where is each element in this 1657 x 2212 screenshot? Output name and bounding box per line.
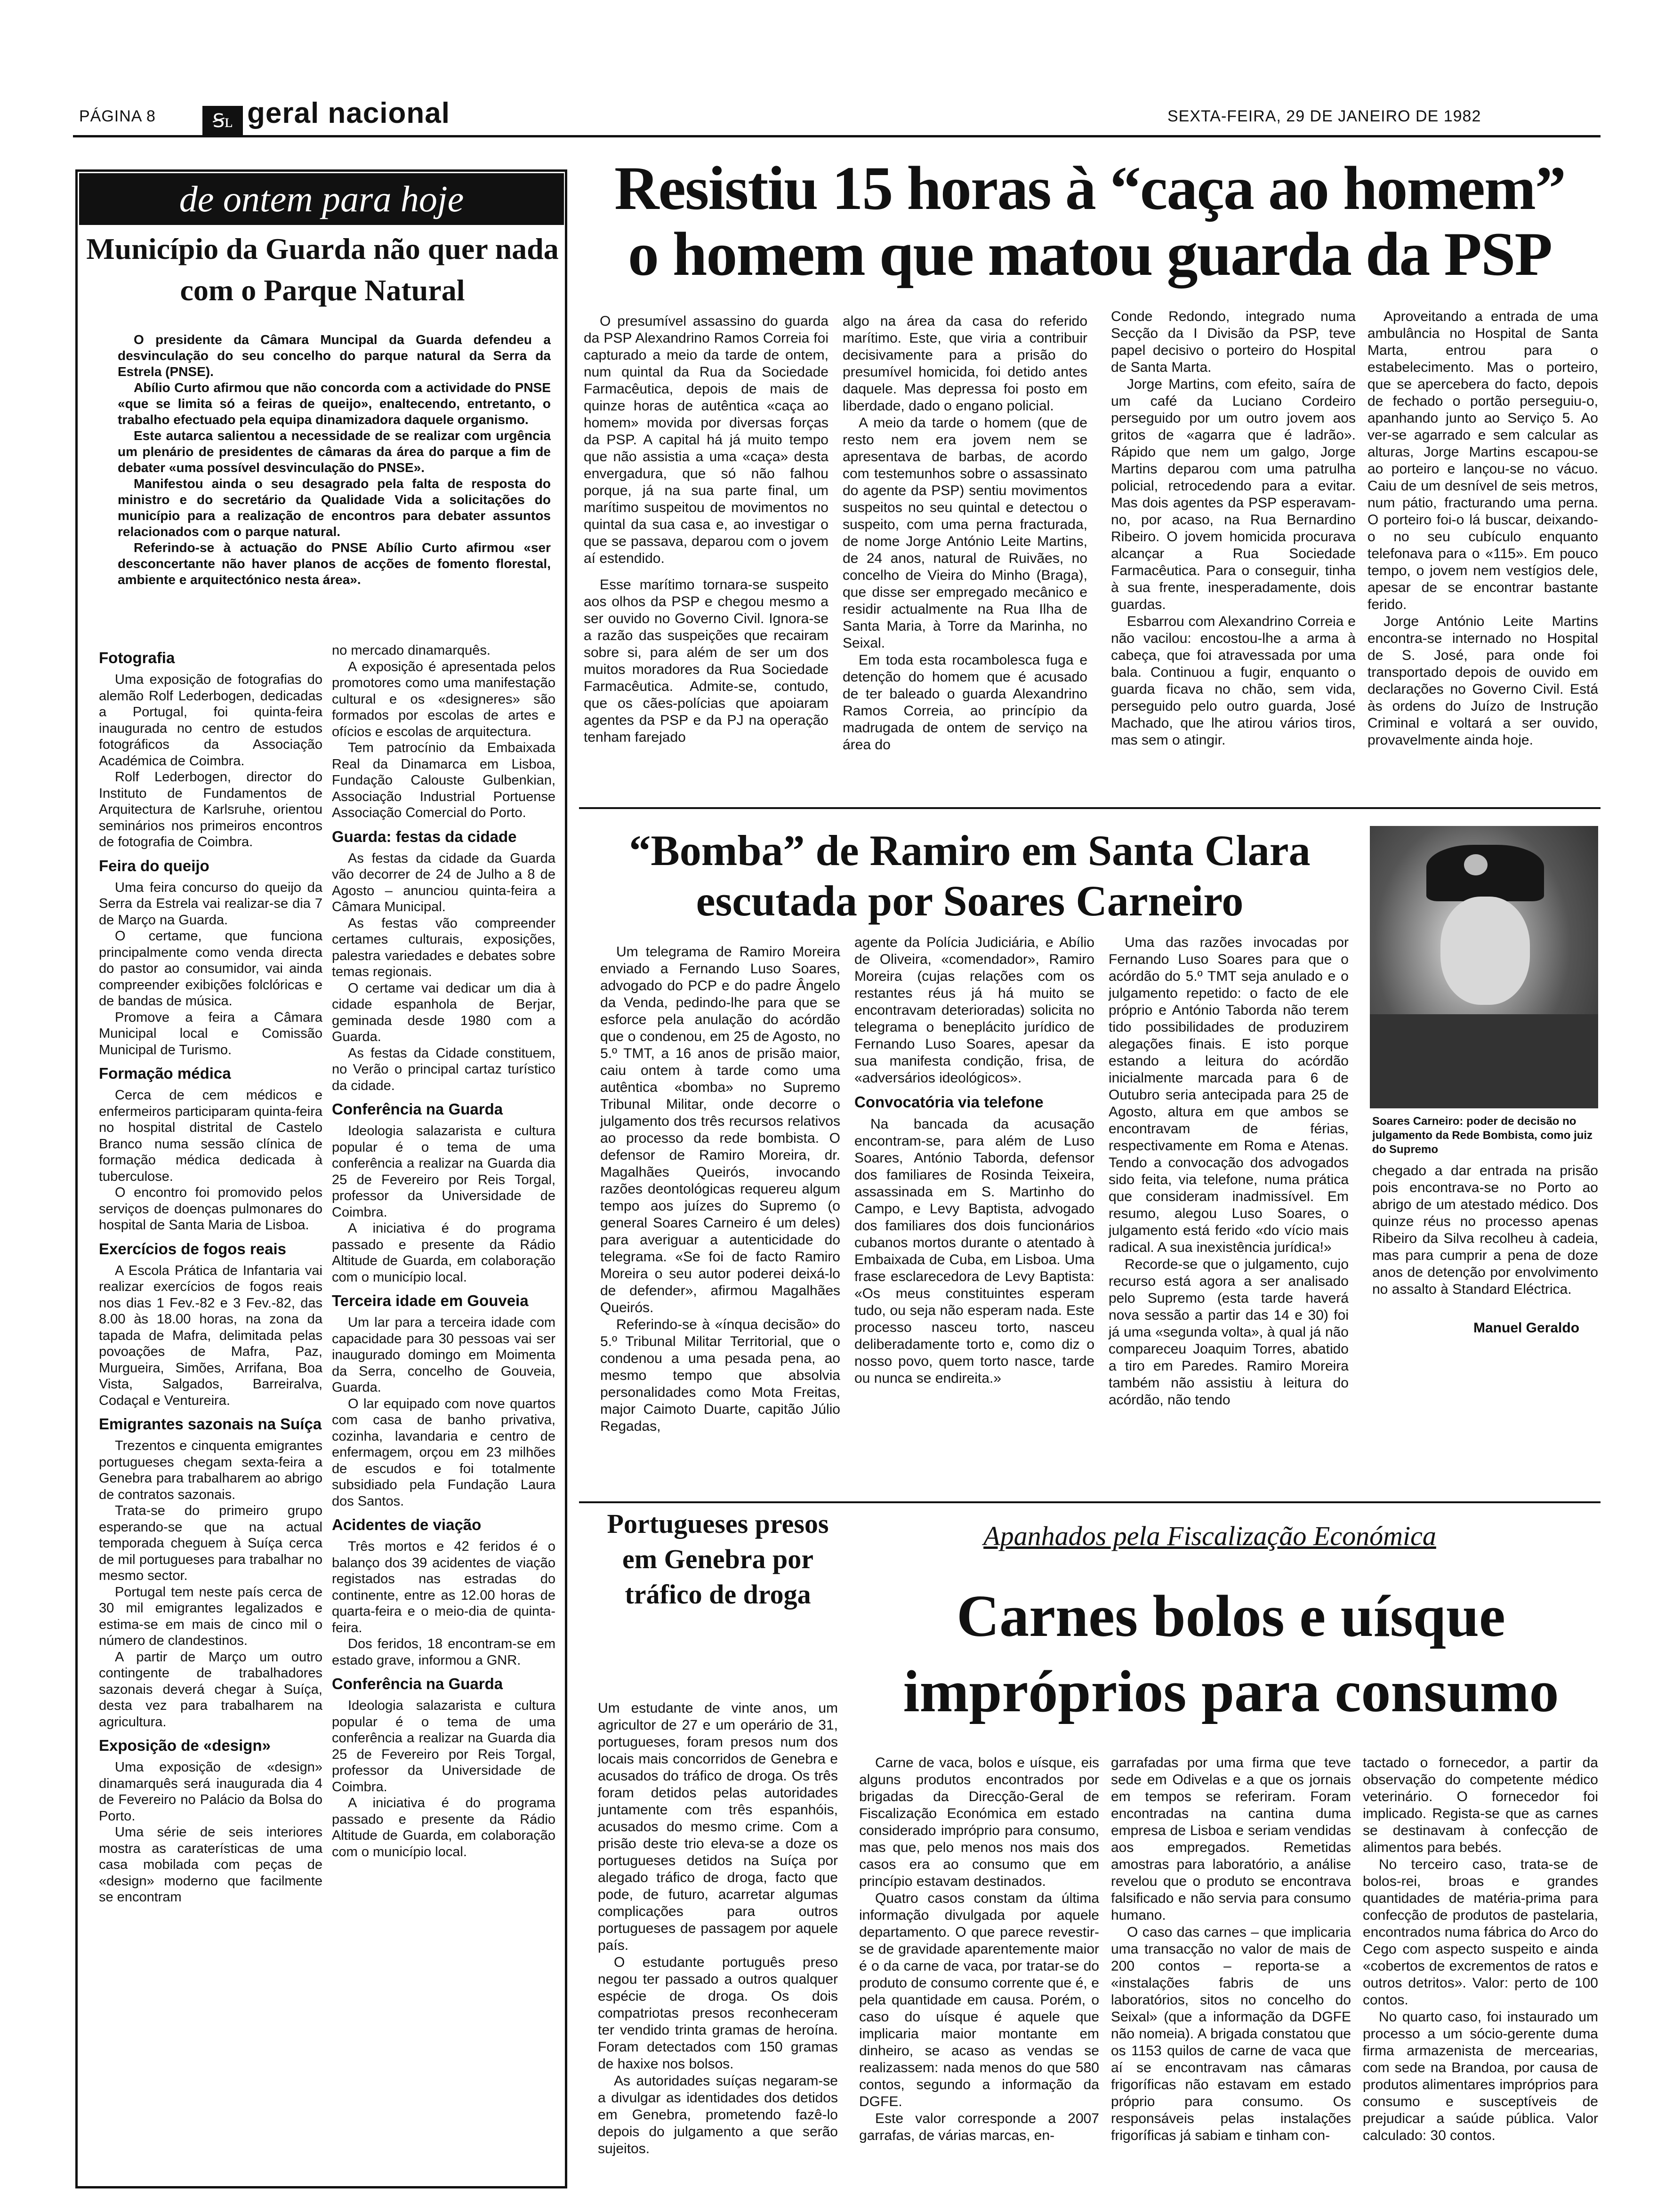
- box-title: Município da Guarda não quer nada com o Parque Natural: [86, 232, 559, 307]
- paragraph: O certame, que funciona principalmente como venda directa do pastor ao consumidor, vai ainda compreender exibições folclóricas e de bandas de música.: [99, 929, 322, 1009]
- paragraph: A exposição é apresentada pelos promotores como uma manifestação cultural e os «designeres» são formados por escolas de artes e ofícios e escolas de arquitectura.: [332, 659, 555, 739]
- box-column-1: [99, 642, 322, 1906]
- genebra-body: [598, 1700, 838, 2157]
- paragraph: No quarto caso, foi instaurado um processo a um sócio-gerente duma firma armazenista de mercearias, com sede na Brandoa, por causa de produtos alimentares impróprios para consumo e susceptíveis de prejudicar a saúde pública. Valor calculado: 30 contos.: [1363, 2009, 1598, 2143]
- paragraph: Rolf Lederbogen, director do Instituto de Fundamentos de Arquitectura de Karlsruhe, orientou seminários nos primeiros encontros de fotografia de Coimbra.: [99, 769, 322, 850]
- paragraph: Jorge António Leite Martins encontra-se internado no Hospital de S. José, para onde foi transportado depois de ouvido em declarações no Governo Civil. Está às ordens do Juízo de Instrução Criminal e voltará a ser ouvido, provavelmente ainda hoje.: [1367, 614, 1598, 748]
- paragraph: agente da Polícia Judiciária, e Abílio de Oliveira, «comendador», Ramiro Moreira (cujas relações com os restantes réus já há muito se encontravam deterioradas) solicita no telegrama o beneplácito jurídico de Fernando Luso Soares, apesar da sua manifesta condição, frisa, de «adversários ideológicos».: [854, 935, 1094, 1086]
- paragraph: Este autarca salientou a necessidade de se realizar com urgência um plenário de presidentes de câmaras da área do parque a fim de debater «uma possível desvinculação do PNSE».: [118, 428, 551, 475]
- paragraph: Promove a feira a Câmara Municipal local e Comissão Municipal de Turismo.: [99, 1010, 322, 1058]
- paragraph: As autoridades suíças negaram-se a divulgar as identidades dos detidos em Genebra, prometendo fazê-lo depois do julgamento a que serão sujeitos.: [598, 2073, 838, 2156]
- paragraph: Conde Redondo, integrado numa Secção da I Divisão da PSP, teve papel decisivo o porteiro do Hospital de Santa Marta.: [1111, 309, 1356, 375]
- bomba-headline-line-1: “Bomba” de Ramiro em Santa Clara: [629, 826, 1311, 874]
- paragraph: Esbarrou com Alexandrino Correia e não vacilou: encostou-lhe a arma à cabeça, que foi atravessada por uma bala. Continuou a fugir, enquanto o guarda ficava no chão, sem vida, perseguido pelo outro guarda, José Machado, que lhe atirou vários tiros, mas sem o atingir.: [1111, 614, 1356, 748]
- newspaper-logo: Ꞩʟ: [202, 106, 243, 136]
- cap-badge: [1464, 854, 1488, 875]
- bomba-column-3: [1109, 934, 1349, 1409]
- paragraph: As festas da Cidade constituem, no Verão o principal cartaz turístico da cidade.: [332, 1045, 555, 1093]
- paragraph: O encontro foi promovido pelos serviços de doenças pulmonares do hospital de Santa Maria de Lisboa.: [99, 1185, 322, 1233]
- box-column-2: [332, 642, 555, 1860]
- paragraph: Um estudante de vinte anos, um agricultor de 27 e um operário de 31, portugueses, foram presos num dos locais mais concorridos de Genebra e acusados do tráfico de droga. Os três foram detidos pelas autoridades juntamente com três espanhóis, acusados do mesmo crime. Com a prisão deste trio eleva-se a doze os portugueses detidos na Suíça por alegado tráfico de droga, facto que pode, de futuro, acarretar algumas complicações para outros portugueses de passagem por aquele país.: [598, 1700, 838, 1953]
- paragraph: O presidente da Câmara Muncipal da Guarda defendeu a desvinculação do seu concelho do parque natural da Serra da Estrela (PNSE).: [118, 332, 551, 379]
- paragraph: Tem patrocínio da Embaixada Real da Dinamarca em Lisboa, Fundação Calouste Gulbenkian, Associação Industrial Portuense Associação Comercial do Porto.: [332, 740, 555, 820]
- subheading: Conferência na Guarda: [332, 1100, 503, 1118]
- paragraph: Recorde-se que o julgamento, cujo recurso está agora a ser analisado pelo Supremo (esta tarde haverá nova sessão a partir das 14 e 30) foi já uma «segunda volta», à qual já não compareceu Joaquim Torres, abatido a tiro em Paredes. Ramiro Moreira também não assistiu à leitura do acórdão, não tendo: [1109, 1257, 1349, 1408]
- paragraph: Este valor corresponde a 2007 garrafas, de várias marcas, en-: [859, 2111, 1099, 2143]
- paragraph: Manifestou ainda o seu desagrado pela falta de resposta do ministro e do secretário da Qualidade Vida a solicitações do município para a realização de encontros para debater assuntos relacionados com o parque natural.: [118, 476, 551, 539]
- main-story-column-1: [584, 313, 828, 746]
- box-lead: [118, 332, 551, 588]
- photo-caption: Soares Carneiro: poder de decisão no julgamento da Rede Bombista, como juiz do Supremo: [1372, 1115, 1593, 1156]
- carnes-column-3: [1363, 1755, 1598, 2144]
- subheading: Emigrantes sazonais na Suíça: [99, 1415, 322, 1433]
- bomba-column-1: [600, 944, 840, 1435]
- paragraph: Uma exposição de «design» dinamarquês será inaugurada dia 4 de Fevereiro no Palácio da Bolsa do Porto.: [99, 1760, 322, 1824]
- paragraph: Aproveitando a entrada de uma ambulância no Hospital de Santa Marta, entrou para o estabelecimento. Mas o porteiro, que se apercebera do facto, depois de fechado o portão perseguiu-o, apanhando junto ao Serviço 5. Ao ver-se agarrado e sem calcular as alturas, Jorge Martins escapou-se ao porteiro e lançou-se no vácuo. Caiu de um desnível de seis metros, num pátio, fracturando uma perna. O porteiro foi-o lá buscar, deixando-o no seu cubículo enquanto telefonava para o «115». Em pouco tempo, o jovem nem vestígios dele, apesar de se encontrar bastante ferido.: [1367, 309, 1598, 612]
- subheading: Terceira idade em Gouveia: [332, 1292, 529, 1309]
- section-name: geral nacional: [247, 97, 450, 129]
- carnes-headline-line-1: Carnes bolos e uísque: [957, 1584, 1505, 1649]
- paragraph: Uma feira concurso do queijo da Serra da Estrela vai realizar-se dia 7 de Março na Guarda.: [99, 880, 322, 928]
- paragraph: Referindo-se à actuação do PNSE Abílio Curto afirmou «ser desconcertante não haver planos de acções de fomento florestal, ambiente e arquitectónico nesta área».: [118, 540, 551, 587]
- subheading: Exposição de «design»: [99, 1737, 271, 1754]
- face-shape: [1440, 897, 1530, 1005]
- subheading: Formação médica: [99, 1065, 231, 1082]
- paragraph: Uma exposição de fotografias do alemão Rolf Lederbogen, dedicadas a Portugal, foi quinta-feira inaugurada no centro de estudos fotográficos da Associação Académica de Coimbra.: [99, 672, 322, 769]
- paragraph: chegado a dar entrada na prisão pois encontrava-se no Porto ao abrigo de um atestado médico. Dos quinze réus no processo apenas Ribeiro da Silva recolheu à cadeia, mas para cumprir a pena de doze anos de detenção por envolvimento no assalto à Standard Eléctrica.: [1372, 1163, 1598, 1297]
- main-story-column-3: [1111, 308, 1356, 749]
- main-story-column-4: [1367, 308, 1598, 749]
- carnes-headline-line-2: impróprios para consumo: [903, 1659, 1559, 1724]
- main-headline-line-1: Resistiu 15 horas à “caça ao homem”: [614, 153, 1565, 223]
- box-banner: de ontem para hoje: [79, 173, 564, 225]
- paragraph: no mercado dinamarquês.: [332, 643, 491, 658]
- paragraph: Ideologia salazarista e cultura popular é o tema de uma conferência a realizar na Guarda dia 25 de Fevereiro por Reis Torgal, professor da Universidade de Coimbra.: [332, 1123, 555, 1220]
- story-divider: [579, 807, 1601, 809]
- paragraph: Trezentos e cinquenta emigrantes portugueses chegam sexta-feira a Genebra para trabalharem ao abrigo de contratos sazonais.: [99, 1438, 322, 1502]
- story-divider: [579, 1501, 1601, 1503]
- main-headline-line-2: o homem que matou guarda da PSP: [627, 219, 1552, 289]
- paragraph: Quatro casos constam da última informação divulgada por aquele departamento. O que parece revestir-se de gravidade aparentemente maior é o da carne de vaca, por tratar-se do produto de consumo corrente que é, e pela quantidade em causa. Porém, o caso do uísque é aquele que implicaria maior montante em dinheiro, se acaso as vendas se realizassem: nada menos do que 580 contos, segundo a informação da DGFE.: [859, 1891, 1099, 2109]
- genebra-headline: Portugueses presos em Genebra por tráfico de droga: [607, 1508, 829, 1610]
- paragraph: Carne de vaca, bolos e uísque, eis alguns produtos encontrados por brigadas da Direcção-Geral de Fiscalização Económica em estado considerado impróprio para consumo, mas que, pelo menos nos mais dos casos era ao consumo que em princípio estavam destinados.: [859, 1755, 1099, 1889]
- uniform-shape: [1370, 1014, 1598, 1108]
- paragraph: As festas da cidade da Guarda vão decorrer de 24 de Julho a 8 de Agosto – anunciou quinta-feira a Câmara Municipal.: [332, 850, 555, 914]
- subheading: Guarda: festas da cidade: [332, 827, 517, 845]
- subheading: Feira do queijo: [99, 857, 209, 874]
- main-story-column-2: [843, 313, 1087, 753]
- paragraph: As festas vão compreender certames culturais, exposições, palestra variedades e debates sobre temas regionais.: [332, 915, 555, 979]
- paragraph: Referindo-se à «ínqua decisão» do 5.º Tribunal Militar Territorial, que o condenou a uma pesada pena, ao mesmo tempo que absolvia personalidades como Mota Freitas, major Caimoto Duarte, capitão Júlio Regadas,: [600, 1317, 840, 1434]
- paragraph: A Escola Prática de Infantaria vai realizar exercícios de fogos reais nos dias 1 Fev.-82 e 3 Fev.-82, das 8.00 às 18.00 horas, na zona da tapada de Mafra, delimitada pelas povoações de Mafra, Paz, Murgueira, Simões, Arrifana, Boa Vista, Salgados, Barreiralva, Codaçal e Ventureira.: [99, 1263, 322, 1408]
- paragraph: O estudante português preso negou ter passado a outros qualquer espécie de droga. Os dois compatriotas presos reconheceram ter vendido trinta gramas de heroína. Foram detectados com 150 gramas de haxixe nos bolsos.: [598, 1955, 838, 2072]
- paragraph: Dos feridos, 18 encontram-se em estado grave, informou a GNR.: [332, 1636, 555, 1668]
- paragraph: Um lar para a terceira idade com capacidade para 30 pessoas vai ser inaugurado domingo em Moimenta da Serra, concelho de Gouveia, Guarda.: [332, 1315, 555, 1395]
- subheading: Fotografia: [99, 649, 175, 666]
- paragraph: Ideologia salazarista e cultura popular é o tema de uma conferência a realizar na Guarda dia 25 de Fevereiro por Reis Torgal, professor da Universidade de Coimbra.: [332, 1698, 555, 1795]
- paragraph: A partir de Março um outro contingente de trabalhadores sazonais deverá chegar à Suíça, desta vez para trabalharem na agricultura.: [99, 1649, 322, 1730]
- paragraph: Portugal tem neste país cerca de 30 mil emigrantes legalizados e estima-se em mais de cinco mil o número de clandestinos.: [99, 1584, 322, 1648]
- paragraph: O presumível assassino do guarda da PSP Alexandrino Ramos Correia foi capturado a meio da tarde de ontem, num quintal da Rua da Sociedade Farmacêutica, depois de mais de quinze horas de autêntica «caça ao homem» movida por diversas forças da PSP. A capital há já muito tempo que não assistia a uma «caça» desta envergadura, que só não falhou porque, já na sua parte final, um marítimo suspeitou de movimentos no quintal da sua casa e, ao investigar o que se passava, deparou com o jovem aí estendido.: [584, 313, 828, 566]
- paragraph: Um telegrama de Ramiro Moreira enviado a Fernando Luso Soares, advogado do PCP e do padre Ângelo da Venda, pedindo-lhe para que se esforce pela anulação do acórdão que o condenou, em 25 de Agosto, no 5.º TMT, a 16 anos de prisão maior, caiu ontem à tarde como uma autêntica «bomba» no Supremo Tribunal Militar, onde decorre o julgamento dos três recursos relativos ao processo da rede bombista. O defensor de Ramiro Moreira, dr. Magalhães Queirós, invocando razões deontológicas requereu algum tempo aos juízes do Supremo (o general Soares Carneiro é um deles) para averiguar a autenticidade do telegrama. «Se foi de facto Ramiro Moreira o seu autor poderei deixá-lo de defender», afirmou Magalhães Queirós.: [600, 944, 840, 1315]
- paragraph: No terceiro caso, trata-se de bolos-rei, broas e grandes quantidades de matéria-prima para confecção de produtos de pastelaria, encontrados numa fábrica do Arco do Cego com aspecto suspeito e ainda «cobertos de excrementos de ratos e outros detritos». Valor: perto de 100 contos.: [1363, 1857, 1598, 2008]
- paragraph: O lar equipado com nove quartos com casa de banho privativa, cozinha, lavandaria e centro de enfermagem, orçou em 23 milhões de escudos e foi totalmente subsidiado pela Fundação Laura dos Santos.: [332, 1396, 555, 1509]
- carnes-column-2: [1111, 1755, 1351, 2144]
- paragraph: A iniciativa é do programa passado e presente da Rádio Altitude de Guarda, em colaboração com o município local.: [332, 1221, 555, 1285]
- paragraph: algo na área da casa do referido marítimo. Este, que viria a contribuir decisivamente para a prisão do presumível homicida, foi detido antes daquele. Mas depressa foi posto em liberdade, dado o engano policial.: [843, 313, 1087, 414]
- paragraph: Jorge Martins, com efeito, saíra de um café da Luciano Cordeiro perseguido por um outro jovem aos gritos de «agarra que é ladrão». Rápido que nem um galgo, Jorge Martins deparou com uma patrulha policial, retrocedendo para a evitar. Mas dois agentes da PSP esperavam-no, por acaso, na Rua Bernardino Ribeiro. O jovem homicida procurava alcançar a Rua Sociedade Farmacêutica. Para o conseguir, tinha à sua frente, inesperadamente, dois guardas.: [1111, 377, 1356, 612]
- page-number: PÁGINA 8: [79, 107, 156, 125]
- issue-date: SEXTA-FEIRA, 29 DE JANEIRO DE 1982: [1167, 107, 1481, 125]
- paragraph: Em toda esta rocambolesca fuga e detenção do homem que é acusado de ter baleado o guarda Alexandrino Ramos Correia, ao princípio da madrugada de ontem de serviço na área do: [843, 652, 1087, 753]
- paragraph: tactado o fornecedor, a partir da observação do competente médico veterinário. O fornecedor foi implicado. Regista-se que as carnes se destinavam à confecção de alimentos para bebés.: [1363, 1755, 1598, 1855]
- bomba-column-2: [854, 934, 1094, 1387]
- paragraph: O certame vai dedicar um dia à cidade espanhola de Berjar, geminada desde 1980 com a Guarda.: [332, 980, 555, 1044]
- paragraph: Trata-se do primeiro grupo esperando-se que na actual temporada cheguem à Suíça cerca de mil portugueses para trabalhar no mesmo sector.: [99, 1503, 322, 1583]
- header-rule: [73, 135, 1601, 137]
- carnes-kicker: Apanhados pela Fiscalização Económica: [983, 1521, 1436, 1551]
- paragraph: Uma série de seis interiores mostra as caraterísticas de uma casa mobilada com peças de «design» moderno que facilmente se encontram: [99, 1825, 322, 1905]
- portrait-photo: [1370, 826, 1598, 1108]
- cap-shape: [1426, 845, 1544, 901]
- bomba-headline-line-2: escutada por Soares Carneiro: [696, 877, 1244, 925]
- paragraph: A iniciativa é do programa passado e presente da Rádio Altitude de Guarda, em colaboração com o município local.: [332, 1795, 555, 1859]
- paragraph: Três mortos e 42 feridos é o balanço dos 39 acidentes de viação registados nas estradas do continente, entre as 12.00 horas de quarta-feira e o meio-dia de quinta-feira.: [332, 1539, 555, 1635]
- subheading: Acidentes de viação: [332, 1516, 482, 1533]
- paragraph: garrafadas por uma firma que teve sede em Odivelas e a que os jornais em tempos se referiram. Foram encontradas na cantina duma empresa de Lisboa e seriam vendidas aos empregados. Remetidas amostras para laboratório, a análise revelou que o produto se encontrava falsificado e não servia para consumo humano.: [1111, 1755, 1351, 1923]
- paragraph: Esse marítimo tornara-se suspeito aos olhos da PSP e chegou mesmo a ser ouvido no Governo Civil. Ignora-se a razão das suspeições que recairam sobre si, para além de ser um dos muitos moradores da Rua Sociedade Farmacêutica. Admite-se, contudo, que os cães-polícias que apoiaram agentes da PSP e da PJ na operação tenham farejado: [584, 577, 828, 745]
- carnes-column-1: [859, 1755, 1099, 2144]
- subheading: Convocatória via telefone: [854, 1093, 1044, 1111]
- subheading: Exercícios de fogos reais: [99, 1240, 287, 1258]
- subheading: Conferência na Guarda: [332, 1675, 503, 1692]
- paragraph: Uma das razões invocadas por Fernando Luso Soares para que o acórdão do 5.º TMT seja anulado e o julgamento repetido: o facto de ele próprio e António Taborda não terem tido possibilidades de produzirem alegações finais. E isto porque estando a leitura do acórdão inicialmente marcada para 6 de Outubro seria antecipada para 25 de Agosto, altura em que ambos se encontravam de férias, respectivamente em Roma e Atenas. Tendo a convocação dos advogados sido feita, via telefone, numa prática que consideram inadmissível. Em resumo, alegou Luso Soares, o julgamento está ferido «do vício mais radical. A sua inexistência jurídica!»: [1109, 935, 1349, 1255]
- paragraph: Cerca de cem médicos e enfermeiros participaram quinta-feira no hospital distrital de Castelo Branco numa sessão clínica de formação médica dedicada à tuberculose.: [99, 1088, 322, 1184]
- byline: Manuel Geraldo: [1473, 1320, 1580, 1336]
- paragraph: O caso das carnes – que implicaria uma transacção no valor de mais de 200 contos – reporta-se a «instalações fabris de uns laboratórios, sitos no concelho do Seixal» (que a informação da DGFE não nomeia). A brigada constatou que os 1153 quilos de carne de vaca que aí se encontravam nas câmaras frigoríficas não estavam em estado próprio para consumo. Os responsáveis pelas instalações frigoríficas já sabiam e tinham con-: [1111, 1924, 1351, 2143]
- paragraph: Abílio Curto afirmou que não concorda com a actividade do PNSE «que se limita só a feiras de queijo», enaltecendo, entretanto, o trabalho efectuado pela equipa dinamizadora daquele organismo.: [118, 380, 551, 427]
- bomba-column-4: [1372, 1162, 1598, 1298]
- paragraph: A meio da tarde o homem (que de resto nem era jovem nem se apresentava de barbas, de acordo com testemunhos sobre o assassinato do agente da PSP) sentiu movimentos suspeitos no seu quintal e detectou o suspeito, com uma perna fracturada, de nome Jorge António Leite Martins, de 24 anos, natural de Ruivães, no concelho de Vieira do Minho (Braga), que disse ser empregado mecânico e residir actualmente na Rua Ilha de Santa Maria, à Torre da Marinha, no Seixal.: [843, 415, 1087, 651]
- paragraph: Na bancada da acusação encontram-se, para além de Luso Soares, António Taborda, defensor dos familiares de Rosinda Teixeira, assassinada em S. Martinho do Campo, e Levy Baptista, advogado dos familiares dos dois funcionários cubanos mortos durante o atentado à Embaixada de Cuba, em Lisboa. Uma frase esclarecedora de Levy Baptista: «Os meus constituintes esperam tudo, ou seja não esperam nada. Este processo nasceu torto, nasceu deliberadamente torto e, como diz o nosso povo, quem torto nasce, tarde ou nunca se endireita.»: [854, 1116, 1094, 1386]
